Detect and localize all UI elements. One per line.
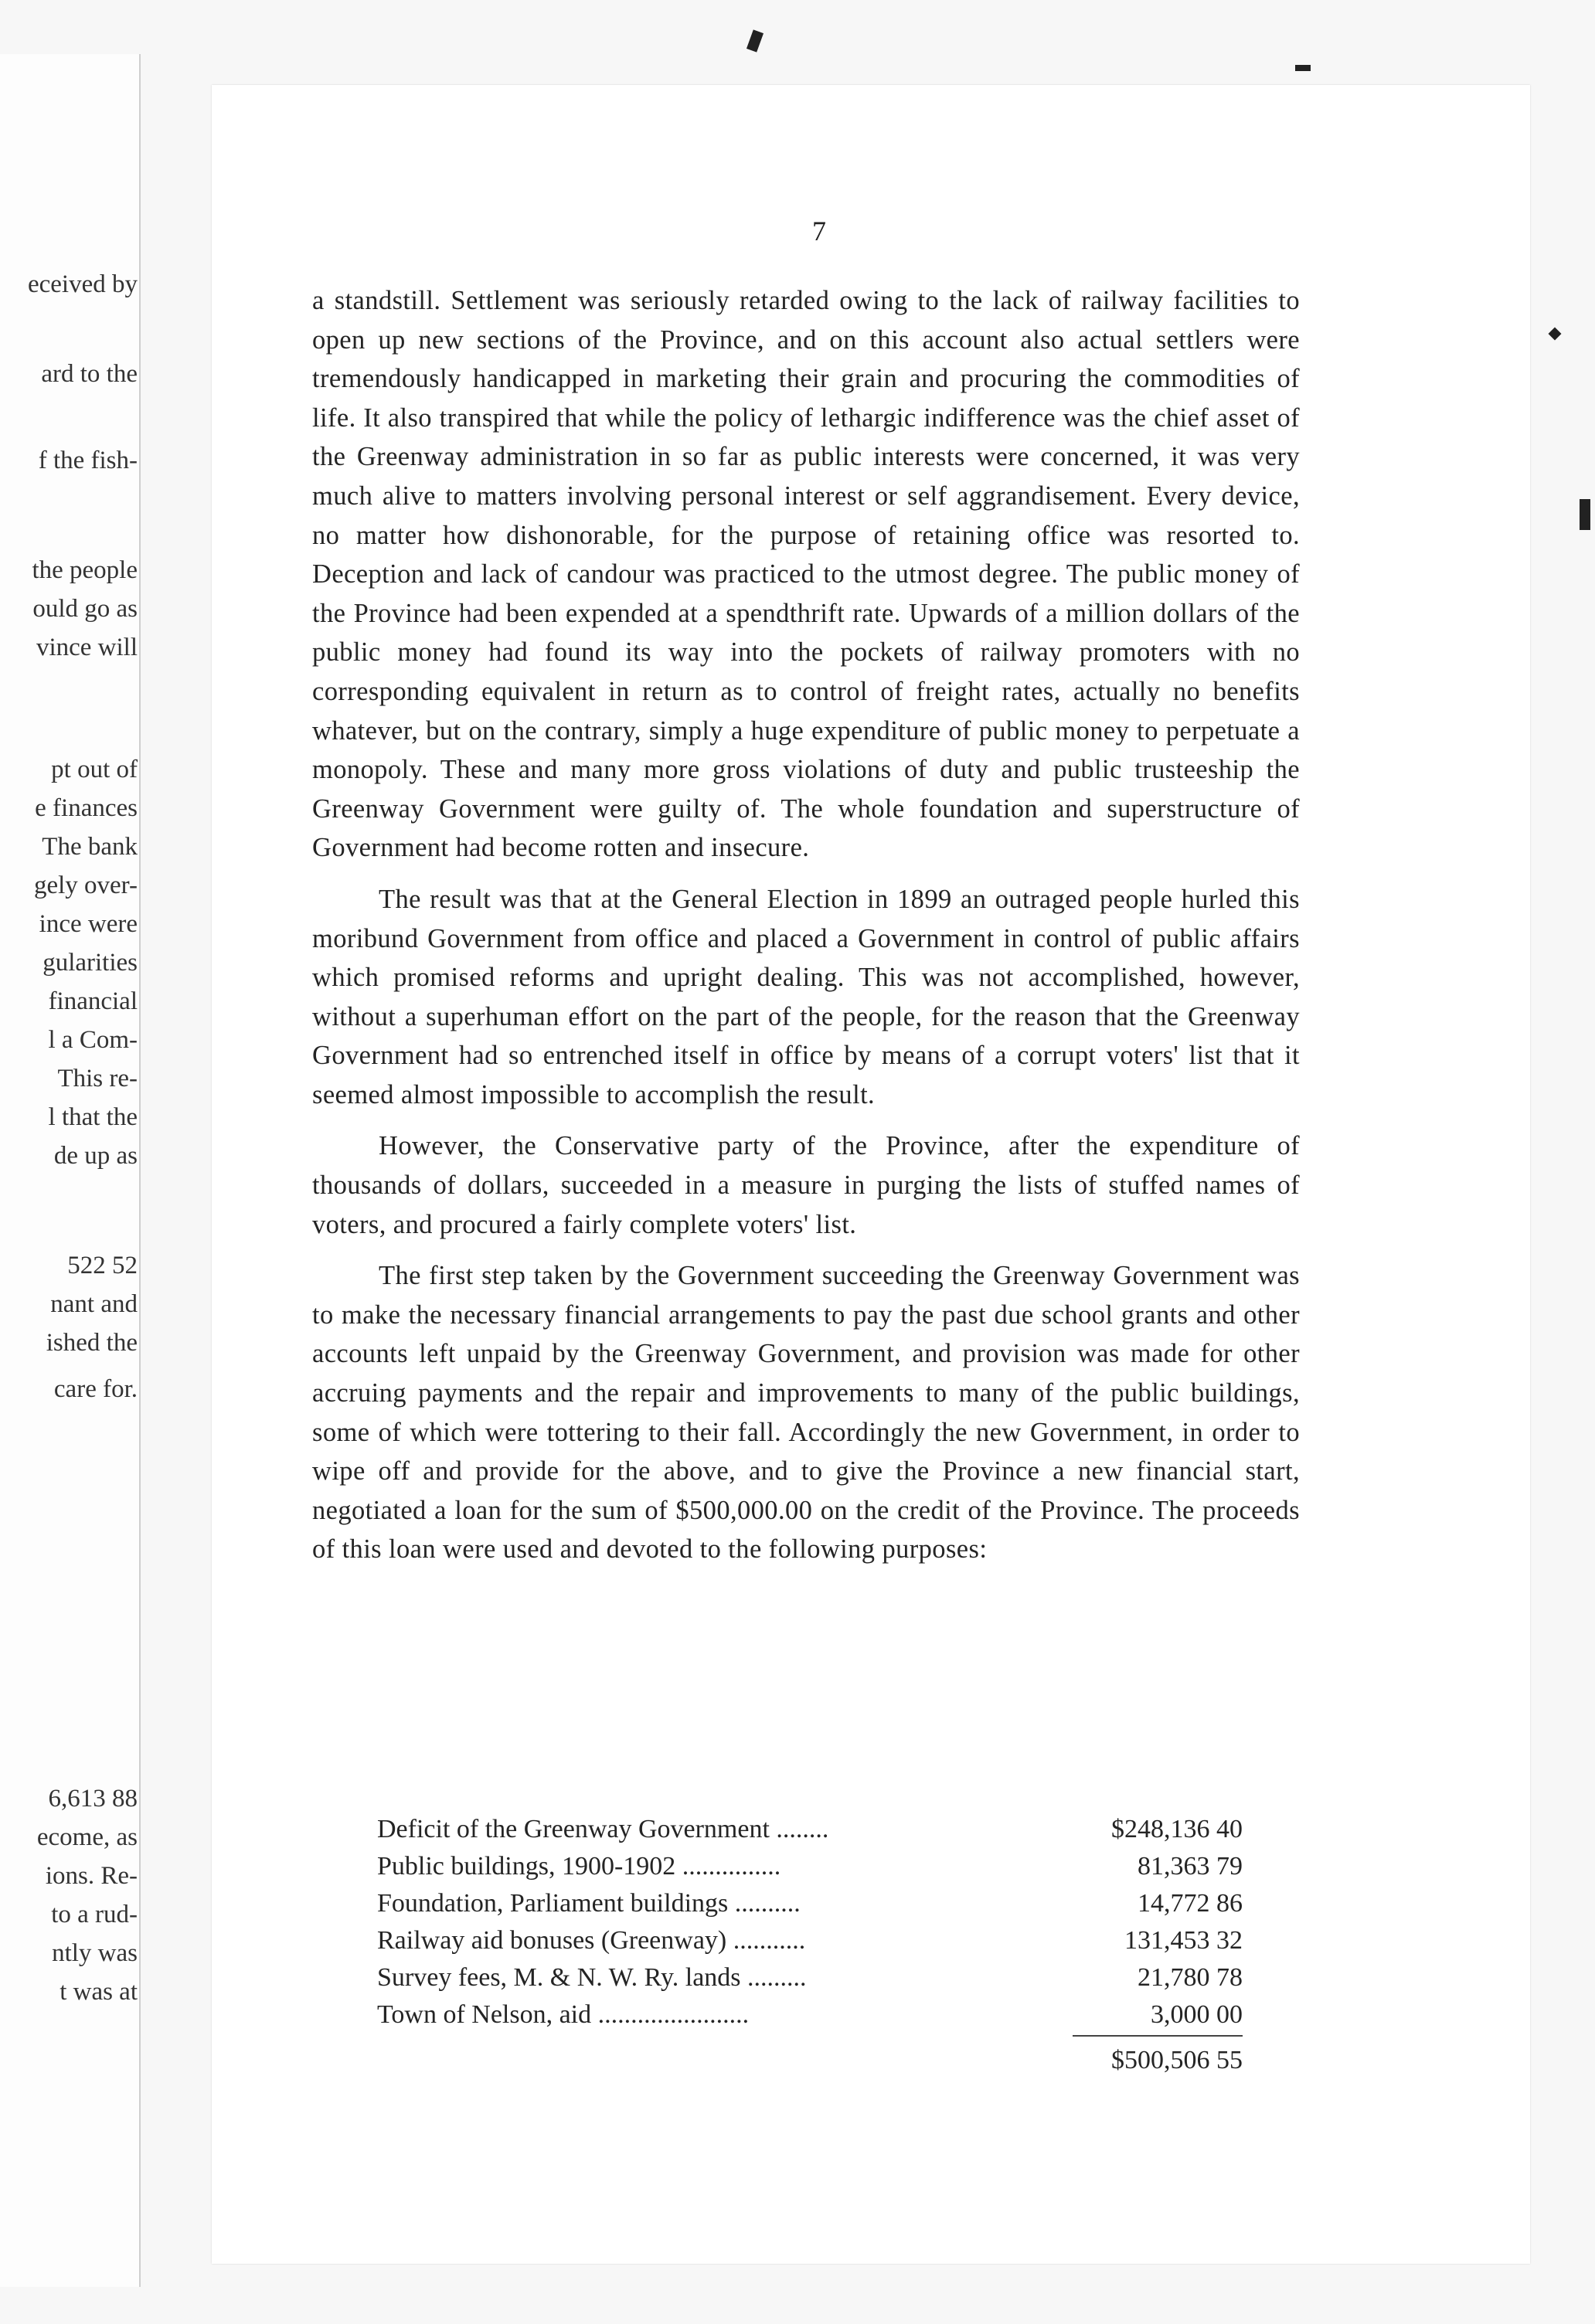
left-page-line: t was at [60,1978,138,2006]
scan-speck [746,29,763,52]
row-label: Town of Nelson, aid ....................... [377,2000,750,2029]
table-row [377,1811,1243,1848]
left-page-line: l that the [48,1103,138,1131]
table-row [377,1848,1243,1885]
row-amount: 14,772 86 [1138,1889,1243,1918]
total-amount: $500,506 55 [1111,2046,1243,2074]
row-amount: $248,136 40 [1111,1815,1243,1843]
left-page-line: the people [32,556,138,584]
left-page-line: ince were [39,910,138,938]
left-page-line: This re- [57,1065,138,1092]
left-page-line: vince will [36,634,138,661]
paragraph: The first step taken by the Government succeeding the Greenway Government was to make the necessary financial arrangements to pay the past due school grants and other accounts left unpaid by the Greenway Government, and provision was made for other accruing payments and the repair and improvements to many of the public buildings, some of which were tottering to their fall. Accordingly the new Government, in order to wipe off and provide for the above, and to give the Province a new financial start, negotiated a loan for the sum of $500,000.00 on the credit of the Province. The proceeds of this loan were used and devoted to the following purposes: [312,1261,1300,1565]
row-label: Survey fees, M. & N. W. Ry. lands ......... [377,1963,807,1992]
left-page-line: gely over- [33,872,138,899]
paragraph: The result was that at the General Election in 1899 an outraged people hurled this moribund Government from office and placed a Government in control of public affairs which promised reforms and upright dealing. This was not accomplished, however, without a superhuman effort on the part of the people, for the reason that the Greenway Government had so entrenched itself in office by means of a corrupt voters' list that it seemed almost impossible to accomplish the result. [312,884,1300,1109]
scan-speck [1549,328,1562,341]
table-row [377,1996,1243,2034]
scan-speck [1580,499,1590,530]
paragraph: However, the Conservative party of the Province, after the expenditure of thousands of dollars, succeeded in a measure in purging the lists of stuffed names of voters, and procured a fairly complete voters' list. [312,1131,1300,1239]
paragraph: a standstill. Settlement was seriously retarded owing to the lack of railway facilities to open up new sections of the Province, and on this account also actual settlers were tremendously handicapped in marketing their grain and procuring the commodities of life. It also transpired that while the policy of lethargic indifference was the chief asset of the Greenway administration in so far as public interests were concerned, it was very much alive to matters involving personal interest or self aggrandisement. Every device, no matter how dishonorable, for the purpose of retaining office was resorted to. Deception and lack of candour was practiced to the utmost degree. The public money of the Province had been expended at a spendthrift rate. Upwards of a million dollars of the public money had found its way into the pockets of railway promoters with no corresponding equivalent in return as to control of freight rates, actually no benefits whatever, but on the contrary, simply a huge expenditure of public money to perpetuate a monopoly. These and many more gross violations of duty and public trusteeship the Greenway Government were guilty of. The whole foundation and superstructure of Government had become rotten and insecure. [312,286,1300,863]
left-page-line: ard to the [41,360,138,388]
row-amount: 21,780 78 [1138,1963,1243,1992]
page-number: 7 [812,216,826,246]
total-rule [1073,2035,1243,2037]
table-total-row [377,2041,1243,2080]
row-label: Foundation, Parliament buildings .......... [377,1889,801,1918]
left-page-line: care for. [53,1375,138,1403]
left-page-line: de up as [53,1142,138,1170]
left-page-line: to a rud- [51,1901,138,1928]
left-page-line: The bank [42,833,138,861]
left-page-line: f the fish- [38,447,138,474]
left-page-line: 522 52 [67,1252,138,1279]
left-page-line: eceived by [27,270,138,298]
body-text [312,281,1300,1569]
row-label: Deficit of the Greenway Government ........ [377,1815,829,1843]
row-amount: 3,000 00 [1151,2000,1243,2029]
previous-page-edge [0,54,141,2287]
left-page-line: nant and [50,1290,138,1318]
left-page-line: e finances [35,794,138,822]
document-page [212,85,1530,2264]
scan-speck [1295,65,1311,71]
left-page-line: pt out of [51,756,138,783]
left-page-line: ished the [46,1329,138,1357]
left-page-line: ions. Re- [45,1862,138,1890]
left-page-line: 6,613 88 [48,1785,138,1813]
row-label: Railway aid bonuses (Greenway) ........... [377,1926,806,1955]
table-row [377,1885,1243,1922]
expenditure-table [377,1811,1243,2080]
left-page-line: ecome, as [36,1823,138,1851]
table-row [377,1959,1243,1996]
left-page-line: financial [48,987,138,1015]
row-amount: 81,363 79 [1138,1852,1243,1881]
table-row [377,1922,1243,1959]
left-page-line: ould go as [32,595,138,623]
left-page-line: l a Com- [48,1026,138,1054]
row-label: Public buildings, 1900-1902 ............... [377,1852,781,1881]
left-page-line: ntly was [52,1939,138,1967]
left-page-line: gularities [43,949,138,977]
row-amount: 131,453 32 [1124,1926,1243,1955]
